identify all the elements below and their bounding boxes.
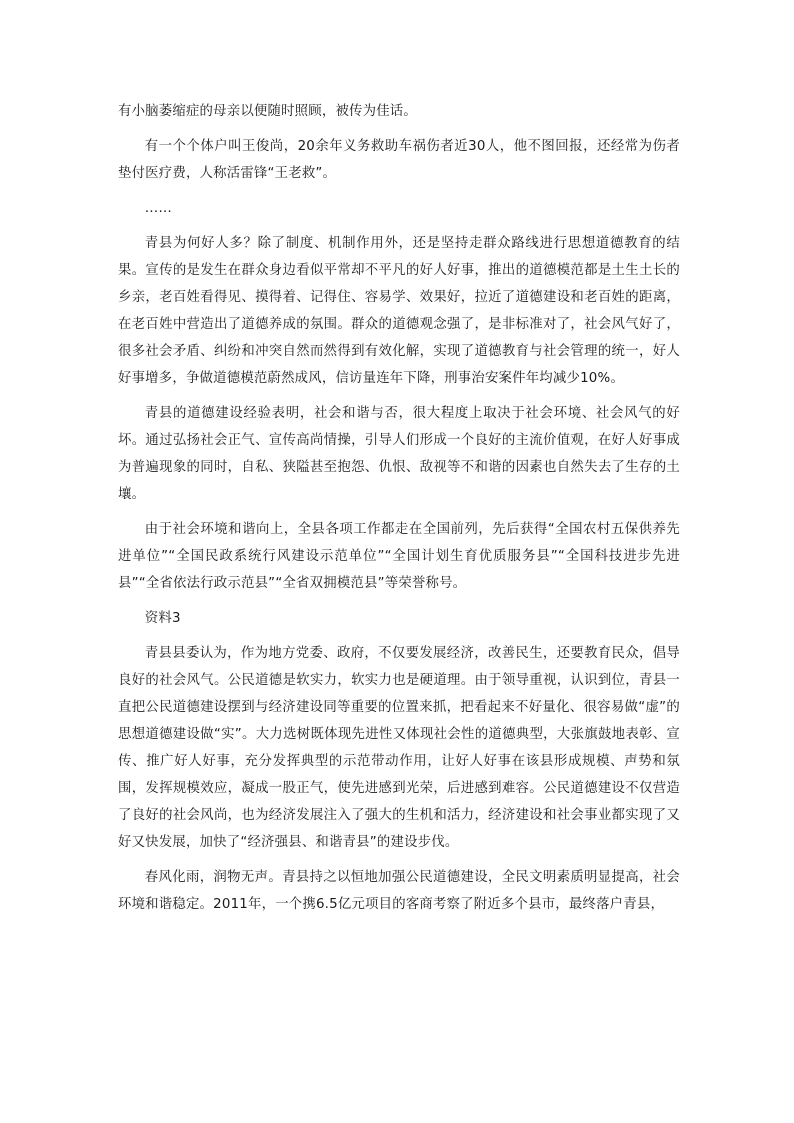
paragraph-continuation: 有小脑萎缩症的母亲以便随时照顾，被传为佳话。 xyxy=(118,104,417,119)
paragraph-why-good-people: 青县为何好人多？除了制度、机制作用外，还是坚持走群众路线进行思想道德教育的结果。宣传的是发生在群众身边看似平常却不平凡的好人好事，推出的道德模范都是土生土长的乡亲，老百姓看得见、摸得着、记得住、容易学、效果好，拉近了道德建设和老百姓的距离，在老百姓中营造出了道德养成的氛围。群众的道德观念强了，是非标准对了，社会风气好了，很多社会矛盾、纠纷和冲突自然而然得到有效化解，实现了道德教育与社会管理的统一，好人好事增多，争做道德模范蔚然成风，信访量连年下降，刑事治安案件年均减少10%。 xyxy=(118,236,680,386)
paragraph-wang-junshang: 有一个个体户叫王俊尚，20余年义务救助车祸伤者近30人，他不图回报，还经常为伤者垫付医疗费，人称活雷锋“王老救”。 xyxy=(118,139,680,181)
paragraph-moral-experience: 青县的道德建设经验表明，社会和谐与否，很大程度上取决于社会环境、社会风气的好坏。通过弘扬社会正气、宣传高尚情操，引导人们形成一个良好的主流价值观，在好人好事成为普遍现象的同时，自私、狭隘甚至抱怨、仇恨、敌视等不和谐的因素也自然失去了生存的土壤。 xyxy=(118,406,680,502)
paragraph-ellipsis: …… xyxy=(144,201,172,216)
paragraph-honors: 由于社会环境和谐向上，全县各项工作都走在全国前列，先后获得“全国农村五保供养先进单位”“全国民政系统行风建设示范单位”“全国计划生育优质服务县”“全国科技进步先进县”“全省依法行政示范县”“全省双拥模范县”等荣誉称号。 xyxy=(118,522,680,591)
document-body xyxy=(118,98,680,926)
paragraph-spring-breeze: 春风化雨，润物无声。青县持之以恒地加强公民道德建设，全民文明素质明显提高，社会环境和谐稳定。2011年，一个携6.5亿元项目的客商考察了附近多个县市，最终落户青县， xyxy=(118,870,680,912)
paragraph-county-committee: 青县县委认为，作为地方党委、政府，不仅要发展经济，改善民生，还要教育民众，倡导良好的社会风气。公民道德是软实力，软实力也是硬道理。由于领导重视，认识到位，青县一直把公民道德建设摆到与经济建设同等重要的位置来抓，把看起来不好量化、很容易做“虚”的思想道德建设做“实”。大力选树既体现先进性又体现社会性的道德典型，大张旗鼓地表彰、宣传、推广好人好事，充分发挥典型的示范带动作用，让好人好事在该县形成规模、声势和氛围，发挥规模效应，凝成一股正气，使先进感到光荣，后进感到难容。公民道德建设不仅营造了良好的社会风尚，也为经济发展注入了强大的生机和活力，经济建设和社会事业都实现了又好又快发展，加快了“经济强县、和谐青县”的建设步伐。 xyxy=(118,646,680,850)
section-heading-material-3: 资料3 xyxy=(144,611,181,626)
